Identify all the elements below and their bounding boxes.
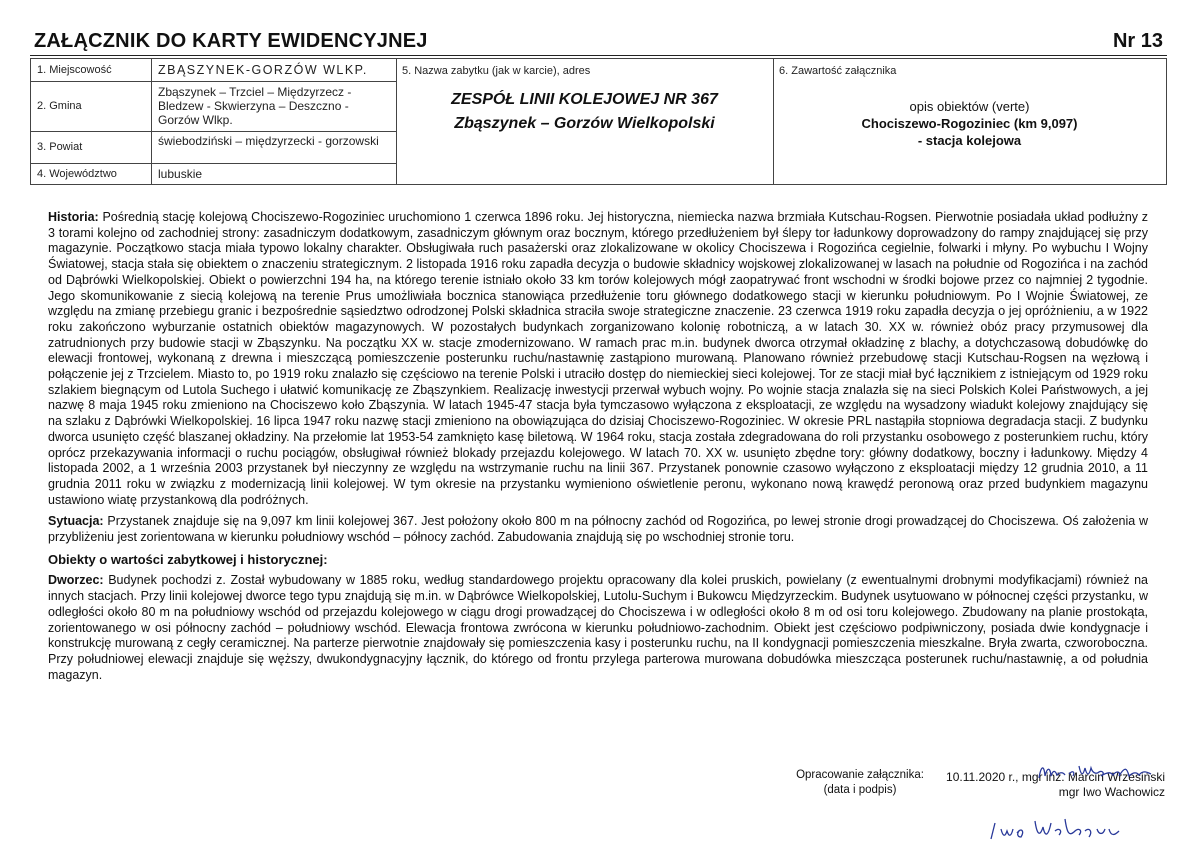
row-powiat (31, 132, 396, 164)
contents-line-2: Chociszewo-Rogoziniec (km 9,097) (861, 116, 1078, 131)
author-line-2: mgr Iwo Wachowicz (1058, 785, 1165, 799)
prepared-by-line2: (data i podpis) (823, 784, 897, 796)
powiat-value: świebodziński – międzyrzecki - gorzowski (158, 134, 379, 148)
powiat-label: 3. Powiat (37, 141, 83, 153)
historia-paragraph (48, 210, 1148, 508)
contents-line-1: opis obiektów (verte) (909, 99, 1030, 114)
wojewodztwo-label: 4. Województwo (37, 168, 117, 180)
row-miejscowosc (31, 59, 396, 82)
row-gmina (31, 82, 396, 132)
contents-line-3: - stacja kolejowa (917, 133, 1022, 148)
description-body (48, 210, 1148, 689)
dworzec-text: Budynek pochodzi z. Został wybudowany w 1885 roku, według standardowego projektu opracowany dla kolei pruskich, powielany (z ewentualnymi drobnymi modyfikacjami) również na innych stacjach. Przy linii kolejowej dworce tego typu znajdują się m.in. w Dąbrówce Wielkopolskiej, Lutolu-Suchym i Bukowcu Międzyrzeckim. Budynek usytuowano w północnej części przystanku, w odległości około 80 m na południowy wschód od przejazdu kolejowego w ciągu drogi prowadzącej do Chociszewa i w odległości około 8 m od osi toru kolejowego. Zbudowany na planie prostokąta, zorientowanego w osi północny zachód – południowy wschód. Elewacja frontowa zwrócona w kierunku południowo-zachodnim. Obiekt jest częściowo podpiwniczony, posiada dwie kondygnacje i konstrukcję murowaną z cegły ceramicznej. Na parterze pierwotnie znajdowały się pomieszczenia kasy i posterunku ruchu, na II kondygnacji pomieszczenia mieszkalne. Bryła zwarta, czworoboczna. Przy południowej elewacji znajduje się węższy, dwukondygnacyjny łącznik, do którego od frontu przylega parterowa murowana dobudówka mieszcząca posterunek ruchu/nastawnię, a od południa magazyn. (48, 573, 1148, 682)
record-table (30, 58, 1167, 185)
obiekty-heading: Obiekty o wartości zabytkowej i historycznej: (48, 551, 328, 567)
contents-column (773, 59, 1166, 184)
sytuacja-paragraph (48, 514, 1148, 545)
monument-label: 5. Nazwa zabytku (jak w karcie), adres (402, 65, 591, 77)
signature-iwo (985, 815, 1135, 845)
gmina-label: 2. Gmina (37, 100, 82, 112)
header-rule (30, 55, 1167, 56)
signature-marcin (1035, 760, 1165, 784)
contents-label: 6. Zawartość załącznika (779, 65, 897, 77)
monument-title: ZESPÓŁ LINII KOLEJOWEJ NR 367 (451, 91, 718, 108)
author-line-1: 10.11.2020 r., mgr inż. Marcin Wrzesiński (946, 770, 1165, 784)
monument-subtitle: Zbąszynek – Gorzów Wielkopolski (454, 115, 715, 132)
sytuacja-text: Przystanek znajduje się na 9,097 km linii kolejowej 367. Jest położony około 800 m na północny zachód od Rogozińca, po lewej stronie drogi prowadzącej do Chociszewa. Oś założenia w przybliżeniu jest zorientowana w kierunku południowy wschód – północy zachód. Zabudowania znajdują się po wschodniej stronie toru. (48, 514, 1148, 545)
document-number: Nr 13 (1112, 30, 1163, 52)
monument-column (396, 59, 774, 184)
historia-heading: Historia: (48, 210, 99, 224)
dworzec-heading: Dworzec: (48, 573, 104, 588)
document-title: ZAŁĄCZNIK DO KARTY EWIDENCYJNEJ (34, 30, 428, 52)
wojewodztwo-value: lubuskie (158, 167, 203, 181)
row-wojewodztwo (31, 164, 396, 184)
historia-text: Pośrednią stację kolejową Chociszewo-Rogoziniec uruchomiono 1 czerwca 1896 roku. Jej historyczna, niemiecka nazwa brzmiała Kutschau-Rogsen. Pierwotnie posiadała układ podłużny z 3 torami kolejno od zachodniej strony: zasadniczym dodatkowym, zasadniczym głównym oraz bocznym, którego przedłużeniem był ślepy tor ładunkowy doprowadzony do rampy znajdującej się przy magazynie. Początkowo stacja miała typowo lokalny charakter. Obsługiwała ruch pasażerski oraz zlokalizowane w okolicy Chociszewa i Rogozińca cegielnie, folwarki i młyny. Po wybuchu I Wojny Światowej, stacja stała się obiektem o znaczeniu strategicznym. 2 listopada 1916 roku zapadła decyzja o budowie składnicy wojskowej zlokalizowanej w lasach na południe od Rogozińca i na zachód od Dąbrówki Wielkopolskiej. Obiekt o powierzchni 194 ha, na którego terenie istniało około 33 km torów kolejowych mógł zaopatrywać front wschodni w środki bojowe przez co najmniej 2 tygodnie. Jego skomunikowanie z siecią kolejową na terenie Prus umożliwiała bocznica stanowiąca przedłużenie toru głównego dodatkowego stacji w kierunku południowym. Po I Wojnie Światowej, ze względu na zmianę przebiegu granic i bezpośrednie sąsiedztwo odrodzonej Polski składnica straciła swoje strategiczne znaczenie. 23 czerwca 1919 roku zapadła decyzja o jej opróżnieniu, a w 1922 roku zakończono wyburzanie ostatnich obiektów magazynowych. W pozostałych budynkach zorganizowano kolonię robotniczą, a w latach 30. XX w. również obóz pracy przymusowej dla zatrudnionych przy budowie stacji w Zbąszynku. Na początku XX w. stacje zmodernizowano. W ramach prac m.in. budynek dworca otrzymał okładzinę z blachy, a dotychczasową dobudówkę do elewacji frontowej, wykonaną z drewna i mieszczącą pomieszczenie posterunku ruchu/nastawnię zastąpiono murowaną. Planowano również przebudowę stacji Kutschau-Rogsen na węzłową i połączenie jej z Trzcielem. Miasto to, po 1919 roku znalazło się częściowo na terenie Polski i utraciło dostęp do niemieckiej sieci kolejowej. Tor ze stacji miał być łącznikiem z istniejącym od 1929 roku szlakiem biegnącym od Lutola Suchego i ułatwić komunikację ze Zbąszynkiem. Realizację inwestycji przerwał wybuch wojny. Po wojnie stacja znalazła się na sieci Polskich Kolei Państwowych, a jej nazwę 8 maja 1945 roku zmieniono na Chociszewo koło Zbąszynia. W latach 1945-47 stacja była tymczasowo wyłączona z eksploatacji, ze względu na wysadzony wiadukt kolejowy znajdujący się na szlaku z Dąbrówki Wielkopolskiej. 16 lipca 1947 roku nazwę stacji zmieniono na obowiązująca do dzisiaj Chociszewo-Rogoziniec. W okresie PRL nastąpiła stopniowa degradacja stacji. Z budynku dworca usunięto część blaszanej okładziny. Na przełomie lat 1953-54 zamknięto kasę biletową. W 1964 roku, stacja została zdegradowana do roli przystanku osobowego z posterunkiem ruchu, który oprócz przekazywania informacji o ruchu pociągów, obsługiwał również blokady przejazdu kolejowego. W latach 70. XX w. usunięto zbędne tory: główny dodatkowy, boczny i ładunkowy. Między 4 listopada 2002, a 1 września 2003 przystanek był nieczynny ze względu na wstrzymanie ruchu na linii 367. Przystanek ponownie czasowo wyłączono z eksploatacji między 12 grudnia 2010, a 11 grudnia 2011 roku w związku z modernizacją linii kolejowej. W tym okresie na przystanku wymieniono oświetlenie peronu, wykonano nową krawędź peronową oraz przed budynkiem magazynu ustawiono wiatę przystankową dla podróżnych. (48, 210, 1148, 507)
prepared-by-line1: Opracowanie załącznika: (796, 769, 924, 781)
miejscowosc-label: 1. Miejscowość (37, 64, 112, 76)
miejscowosc-value: ZBĄSZYNEK-GORZÓW WLKP. (158, 63, 368, 77)
sytuacja-heading: Sytuacja: (48, 514, 104, 529)
location-column (31, 59, 397, 184)
gmina-value: Zbąszynek – Trzciel – Międzyrzecz - Bledzew - Skwierzyna – Deszczno - Gorzów Wlkp. (158, 85, 352, 127)
dworzec-paragraph (48, 573, 1148, 683)
